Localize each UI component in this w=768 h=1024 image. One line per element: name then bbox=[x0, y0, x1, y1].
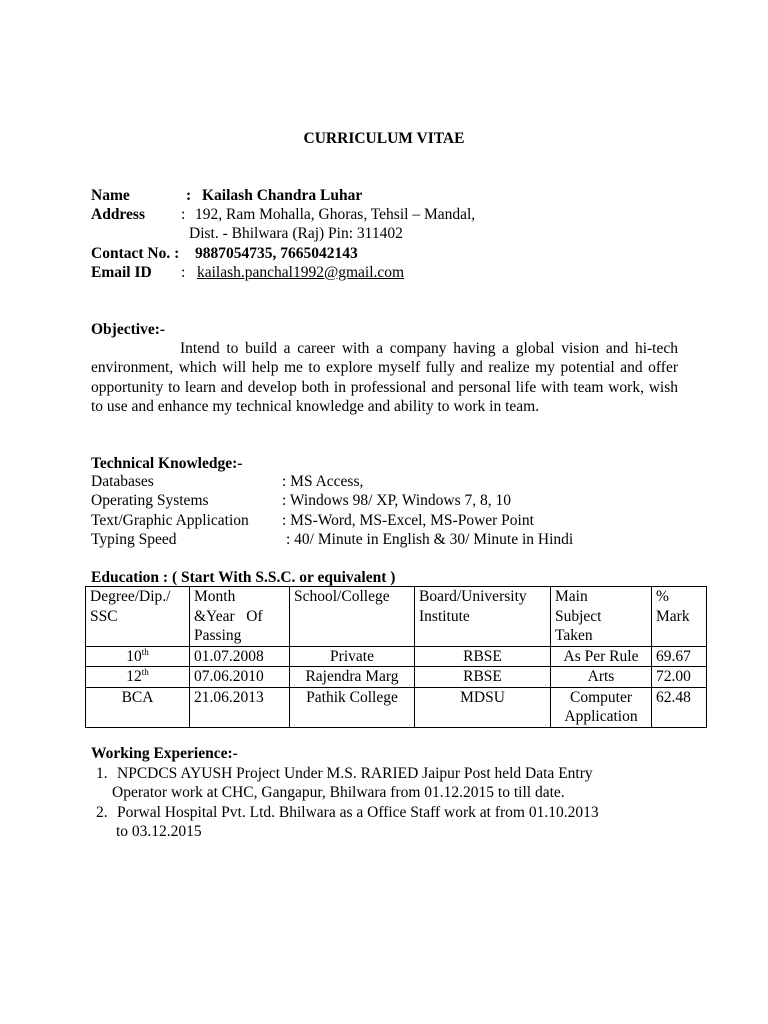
education-table bbox=[85, 586, 707, 728]
date-cell: 07.06.2010 bbox=[190, 667, 290, 688]
header-month-line-1: Month bbox=[194, 588, 236, 605]
school-cell: Rajendra Marg bbox=[290, 667, 415, 688]
header-board bbox=[415, 587, 551, 647]
header-degree: Degree/Dip./ SSC bbox=[86, 587, 190, 647]
degree-suffix: th bbox=[141, 667, 149, 677]
school-cell: Pathik College bbox=[290, 687, 415, 727]
degree-cell bbox=[86, 667, 190, 688]
header-board-line-1: Board/University bbox=[419, 588, 527, 605]
degree-suffix: th bbox=[141, 646, 149, 657]
header-mark bbox=[652, 587, 707, 647]
board-cell: RBSE bbox=[415, 646, 551, 667]
header-subject bbox=[551, 587, 652, 647]
subject-cell: Arts bbox=[551, 667, 652, 688]
email-colon: : bbox=[181, 264, 186, 281]
address-label: Address bbox=[91, 206, 145, 223]
date-cell: 21.06.2013 bbox=[190, 687, 290, 727]
objective-heading: Objective:- bbox=[91, 321, 166, 338]
header-board-line-2: Institute bbox=[419, 607, 470, 625]
header-subject-line-2: Subject bbox=[555, 607, 602, 625]
table-row bbox=[86, 687, 707, 727]
subject-line-2: Application bbox=[564, 708, 638, 725]
address-line-1: 192, Ram Mohalla, Ghoras, Tehsil – Mandal, bbox=[195, 206, 476, 223]
experience-1-line-1: NPCDCS AYUSH Project Under M.S. RARIED Jaipur Post held Data Entry bbox=[117, 765, 593, 782]
board-cell: RBSE bbox=[415, 667, 551, 688]
board-cell: MDSU bbox=[415, 687, 551, 727]
objective-text: Intend to build a career with a company having a global vision and hi-tech environment, which will help me to explore myself fully and realize my potential and offer opportunity to learn and develop both in professional and personal life with team work, wish to use and enhance my technical knowledge and ability to work in team. bbox=[91, 340, 678, 416]
experience-2-line-2: to 03.12.2015 bbox=[116, 823, 202, 840]
address-line-2: Dist. - Bhilwara (Raj) Pin: 311402 bbox=[189, 225, 403, 242]
mark-cell: 72.00 bbox=[652, 667, 707, 688]
email-label: Email ID bbox=[91, 264, 152, 281]
degree-value: 10 bbox=[126, 647, 142, 665]
table-row bbox=[86, 667, 707, 688]
education-header-row bbox=[86, 587, 707, 647]
experience-heading: Working Experience:- bbox=[91, 745, 238, 762]
experience-number-1: 1. bbox=[96, 765, 108, 782]
degree-cell bbox=[86, 646, 190, 667]
degree-cell bbox=[86, 687, 190, 727]
header-subject-line-3: Taken bbox=[555, 627, 593, 644]
header-month-line-3: Passing bbox=[194, 627, 242, 644]
subject-cell: As Per Rule bbox=[551, 646, 652, 667]
header-month-line-2: &Year Of bbox=[194, 607, 263, 625]
tech-value-databases: : MS Access, bbox=[282, 473, 364, 490]
subject-cell bbox=[551, 687, 652, 727]
mark-cell: 62.48 bbox=[652, 687, 707, 727]
header-subject-line-1: Main bbox=[555, 588, 588, 605]
tech-label-os: Operating Systems bbox=[91, 492, 209, 509]
name-label: Name bbox=[91, 187, 130, 204]
mark-cell: 69.67 bbox=[652, 646, 707, 667]
header-mark-line-1: % bbox=[656, 588, 669, 605]
header-mark-line-2: Mark bbox=[656, 607, 690, 625]
experience-number-2: 2. bbox=[96, 804, 108, 821]
tech-label-applications: Text/Graphic Application bbox=[91, 512, 249, 529]
subject-line-1: Computer bbox=[570, 688, 632, 706]
experience-1-line-2: Operator work at CHC, Gangapur, Bhilwara from 01.12.2015 to till date. bbox=[112, 784, 565, 801]
technical-heading: Technical Knowledge:- bbox=[91, 455, 243, 472]
address-colon: : bbox=[181, 206, 186, 223]
tech-value-os: : Windows 98/ XP, Windows 7, 8, 10 bbox=[282, 492, 511, 509]
tech-value-applications: : MS-Word, MS-Excel, MS-Power Point bbox=[282, 512, 534, 529]
name-value: Kailash Chandra Luhar bbox=[202, 187, 363, 204]
name-colon: : bbox=[186, 187, 192, 204]
header-school: School/College bbox=[290, 587, 415, 647]
education-heading: Education : ( Start With S.S.C. or equivalent ) bbox=[91, 569, 396, 586]
document-title: CURRICULUM VITAE bbox=[303, 130, 465, 147]
tech-label-databases: Databases bbox=[91, 473, 154, 490]
header-month-year bbox=[190, 587, 290, 647]
degree-value: 12 bbox=[126, 668, 142, 685]
date-cell: 01.07.2008 bbox=[190, 646, 290, 667]
tech-label-typing: Typing Speed bbox=[91, 531, 177, 548]
email-link[interactable]: kailash.panchal1992@gmail.com bbox=[197, 264, 405, 281]
table-row bbox=[86, 646, 707, 667]
contact-label: Contact No. : bbox=[91, 245, 180, 262]
experience-2-line-1: Porwal Hospital Pvt. Ltd. Bhilwara as a Office Staff work at from 01.10.2013 bbox=[117, 804, 599, 821]
school-cell: Private bbox=[290, 646, 415, 667]
contact-value: 9887054735, 7665042143 bbox=[195, 245, 358, 262]
tech-value-typing: : 40/ Minute in English & 30/ Minute in Hindi bbox=[286, 531, 574, 548]
degree-value: BCA bbox=[121, 688, 154, 706]
